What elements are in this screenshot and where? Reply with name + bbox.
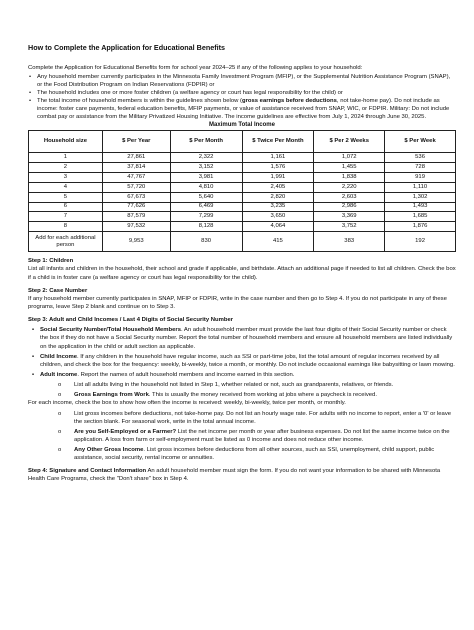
subitem-text: . List gross incomes before deductions from all other sources, such as SSI, unemployment, child support, public assistance, social security, rental income or annuities. bbox=[74, 447, 435, 462]
adult-subitem bbox=[28, 446, 456, 462]
table-cell: 415 bbox=[242, 232, 314, 252]
table-cell: 5 bbox=[29, 192, 103, 202]
table-cell: 4,810 bbox=[170, 182, 242, 192]
table-row bbox=[29, 163, 456, 173]
circle-bullet-icon: o bbox=[58, 428, 62, 435]
table-cell: 1,072 bbox=[314, 153, 385, 163]
intro-paragraph: Complete the Application for Educational Benefits form for school year 2024–25 if any of the following applies to your household: bbox=[28, 64, 363, 71]
table-cell: 2,820 bbox=[242, 192, 314, 202]
adult-income-item bbox=[28, 371, 456, 379]
table-cell: 1,110 bbox=[385, 182, 456, 192]
table-cell: 27,861 bbox=[102, 153, 170, 163]
table-cell: 1,302 bbox=[385, 192, 456, 202]
table-cell: 383 bbox=[314, 232, 385, 252]
step2-body: If any household member currently participates in SNAP, MFIP or FDPIR, write in the case number and then go to Step 4. If you do not participate in any of these programs, leave Step 2 blank and continue on to Step 3. bbox=[28, 295, 447, 310]
table-cell: 1,838 bbox=[314, 172, 385, 182]
table-cell: 1,685 bbox=[385, 212, 456, 222]
table-cell: 3,369 bbox=[314, 212, 385, 222]
ssn-label: Social Security Number/Total Household Members bbox=[40, 327, 181, 334]
page-title: How to Complete the Application for Educational Benefits bbox=[28, 43, 225, 52]
table-cell: 47,767 bbox=[102, 172, 170, 182]
table-cell: 2,220 bbox=[314, 182, 385, 192]
bullet-icon: • bbox=[29, 98, 32, 105]
table-cell: 3,235 bbox=[242, 202, 314, 212]
table-cell: 728 bbox=[385, 163, 456, 173]
table-cell: 87,579 bbox=[102, 212, 170, 222]
adult-subitem bbox=[28, 428, 456, 444]
circle-bullet-icon: o bbox=[58, 447, 62, 454]
table-cell: 77,626 bbox=[102, 202, 170, 212]
table-cell: 7,299 bbox=[170, 212, 242, 222]
circle-bullet-icon: o bbox=[58, 392, 62, 399]
table-cell: 2,603 bbox=[314, 192, 385, 202]
table-cell: 919 bbox=[385, 172, 456, 182]
table-row bbox=[29, 212, 456, 222]
table-cell: 1,576 bbox=[242, 163, 314, 173]
table-cell: 67,673 bbox=[102, 192, 170, 202]
self-employed-label: Are you Self-Employed or a Farmer? bbox=[74, 428, 177, 435]
step3-heading: Step 3: Adult and Child Incomes / Last 4 Digits of Social Security Number bbox=[28, 317, 234, 324]
gross-earnings-frequency-text: For each income, check the box to show how often the income is received: weekly, bi-weekly, twice per month, or monthly. bbox=[28, 400, 346, 407]
table-cell: 1,161 bbox=[242, 153, 314, 163]
table-cell: 4,064 bbox=[242, 222, 314, 232]
table-cell: 97,532 bbox=[102, 222, 170, 232]
gross-earnings-label: Gross Earnings from Work bbox=[74, 392, 149, 399]
table-row bbox=[29, 202, 456, 212]
adult-income-text: . Report the names of adult household members and income earned in this section. bbox=[77, 371, 295, 378]
table-cell: 6 bbox=[29, 202, 103, 212]
adult-subitem bbox=[28, 391, 456, 399]
income-guidelines-table bbox=[28, 130, 456, 252]
bullet-icon: • bbox=[32, 371, 35, 378]
column-header: $ Twice Per Month bbox=[242, 131, 314, 153]
bullet-icon: • bbox=[32, 353, 35, 360]
ssn-text: . An adult household member must provide the last four digits of their Social Security number or check the box if they do not have a Social Security number. Report the total number of household members and ensure all household members are listed individually on the application in the child or adult section as applicable. bbox=[40, 327, 453, 350]
table-cell: 830 bbox=[170, 232, 242, 252]
table-cell: 2,405 bbox=[242, 182, 314, 192]
criteria-item bbox=[28, 89, 456, 97]
bullet-icon: • bbox=[32, 327, 35, 334]
bullet-icon: • bbox=[29, 90, 32, 97]
column-header: $ Per Week bbox=[385, 131, 456, 153]
adult-subitem bbox=[28, 381, 456, 389]
column-header: Household size bbox=[29, 131, 103, 153]
table-cell: 2 bbox=[29, 163, 103, 173]
adult-subitem bbox=[28, 410, 456, 426]
column-header: $ Per 2 Weeks bbox=[314, 131, 385, 153]
child-income-item bbox=[28, 353, 456, 369]
table-cell: 3,152 bbox=[170, 163, 242, 173]
table-cell: 3,981 bbox=[170, 172, 242, 182]
criteria-text-post: , not take-home pay). Do not include as income: foster care payments, federal education benefits, MFIP payments, or value of assistance received from SNAP, WIC, or FDPIR. Military: Do not include combat pay or assistance from the Military Privatized Housing Initiative. The income guidelines are effective from July 1, 2024 through June 30, 2025. bbox=[37, 98, 450, 121]
table-cell: 3 bbox=[29, 172, 103, 182]
table-cell: Add for each additional person bbox=[29, 232, 103, 252]
step4-heading: Step 4: Signature and Contact Information bbox=[28, 468, 147, 475]
criteria-item bbox=[28, 97, 456, 121]
table-row bbox=[29, 222, 456, 232]
subitem-text: List all adults living in the household not listed in Step 1, whether related or not, such as grandparents, relatives, or friends. bbox=[74, 382, 394, 389]
circle-bullet-icon: o bbox=[58, 410, 62, 417]
table-cell: 192 bbox=[385, 232, 456, 252]
subitem-text: . This is usually the money received from working at jobs where a paycheck is received. bbox=[148, 392, 377, 399]
table-cell: 3,650 bbox=[242, 212, 314, 222]
step4-paragraph bbox=[28, 467, 456, 483]
table-row bbox=[29, 172, 456, 182]
bullet-icon: • bbox=[29, 73, 32, 80]
column-header: $ Per Year bbox=[102, 131, 170, 153]
table-header-row bbox=[29, 131, 456, 153]
table-cell: 1,455 bbox=[314, 163, 385, 173]
circle-bullet-icon: o bbox=[58, 382, 62, 389]
table-row bbox=[29, 182, 456, 192]
table-row bbox=[29, 232, 456, 252]
table-row bbox=[29, 192, 456, 202]
eligibility-criteria-list bbox=[28, 73, 456, 122]
table-cell: 57,720 bbox=[102, 182, 170, 192]
step1-heading: Step 1: Children bbox=[28, 258, 74, 265]
adult-income-label: Adult income bbox=[40, 371, 78, 378]
column-header: $ Per Month bbox=[170, 131, 242, 153]
subitem-text: List gross incomes before deductions, not take-home pay. Do not list an hourly wage rate. For adults with no income to report, enter a '0' or leave the section blank. For seasonal work, write in the total annual income. bbox=[74, 410, 452, 425]
table-cell: 2,322 bbox=[170, 153, 242, 163]
subitem-text: List the net income per month or year after business expenses. Do not list the same income twice on the application. A loss from farm or self-employment must be listed as 0 income and does not reduce other income. bbox=[74, 428, 450, 443]
table-cell: 8,128 bbox=[170, 222, 242, 232]
step4-body: An adult household member must sign the form. If you do not want your information to be shared with Minnesota Health Care Programs, check the "Don't share" box in Step 4. bbox=[28, 468, 441, 483]
ssn-item bbox=[28, 326, 456, 350]
table-cell: 37,814 bbox=[102, 163, 170, 173]
table-cell: 4 bbox=[29, 182, 103, 192]
criteria-text: Any household member currently participates in the Minnesota Family Investment Program (MFIP), or the Supplemental Nutrition Assistance Program (SNAP), or the Food Distribution Program on Indian Reservations (FDPIR) or bbox=[37, 73, 451, 88]
table-cell: 5,640 bbox=[170, 192, 242, 202]
table-row bbox=[29, 153, 456, 163]
other-income-label: Any Other Gross Income bbox=[74, 447, 144, 454]
criteria-text-pre: The total income of household members is within the guidelines shown below ( bbox=[37, 98, 242, 105]
table-cell: 8 bbox=[29, 222, 103, 232]
table-cell: 536 bbox=[385, 153, 456, 163]
child-income-label: Child Income bbox=[40, 353, 77, 360]
table-cell: 1,493 bbox=[385, 202, 456, 212]
table-cell: 6,469 bbox=[170, 202, 242, 212]
criteria-text-bold: gross earnings before deductions bbox=[241, 98, 337, 105]
criteria-text: The household includes one or more foster children (a welfare agency or court has legal responsibility for the child) or bbox=[37, 90, 343, 97]
income-table-body bbox=[29, 153, 456, 252]
table-cell: 1 bbox=[29, 153, 103, 163]
criteria-item bbox=[28, 73, 456, 89]
table-cell: 1,876 bbox=[385, 222, 456, 232]
table-cell: 9,953 bbox=[102, 232, 170, 252]
child-income-text: . If any children in the household have regular income, such as SSI or part-time jobs, list the total amount of regular incomes received by all children, and check the box for the frequency: weekly, bi-weekly, twice a month, or monthly. Do not include occasional earnings like babysitting or lawn mowing. bbox=[40, 353, 455, 368]
table-cell: 2,986 bbox=[314, 202, 385, 212]
table-cell: 7 bbox=[29, 212, 103, 222]
income-table-title: Maximum Total Income bbox=[209, 121, 275, 128]
step2-heading: Step 2: Case Number bbox=[28, 287, 88, 294]
table-cell: 3,752 bbox=[314, 222, 385, 232]
step1-body: List all infants and children in the household, their school and grade if applicable, and birthdate. Attach an additional page if needed to list all children. Check the box if a child is in foster care (a welfare agency or court has legal responsibility for the child). bbox=[28, 266, 456, 281]
table-cell: 1,991 bbox=[242, 172, 314, 182]
